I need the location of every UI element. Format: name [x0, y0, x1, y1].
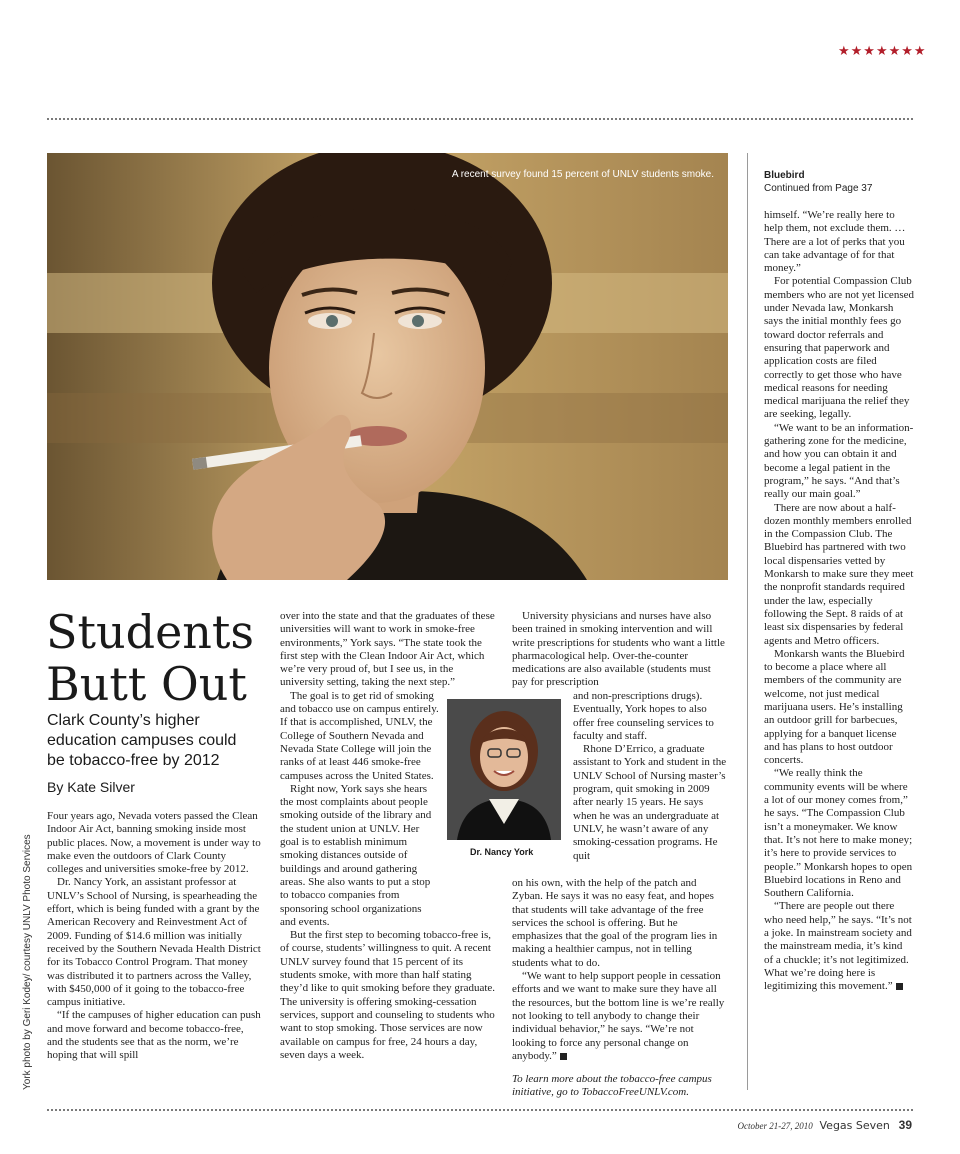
page-number: 39 [898, 1118, 912, 1132]
lead-photo [47, 153, 728, 580]
issue-date: October 21-27, 2010 [737, 1121, 813, 1131]
article-column-3-bottom [512, 877, 728, 1100]
paragraph: on his own, with the help of the patch and Zyban. He says it was no easy feat, and hopes that students will take advantage of the free services the school is offering. But he emphasizes that the goal of the program lies in making a healthier campus, not in telling students what to do. [512, 877, 718, 969]
end-of-story-mark-icon [560, 1053, 567, 1060]
paragraph: University physicians and nurses have also been trained in smoking intervention and will write prescriptions for students who want a little pharmacological help. Over-the-counter medications are also available (students must pay for prescription [512, 610, 725, 689]
paragraph: “We want to be an information-gathering zone for the medicine, and how you can obtain it and become a legal patient in the program,” he says. “And that’s really our main goal.” [764, 421, 914, 501]
sidebar-continued-line: Continued from Page 37 [764, 183, 873, 194]
headline-line-2: Butt Out [46, 657, 247, 711]
paragraph: himself. “We’re really here to help them, not exclude them. … There are a lot of perks that you can take advantage of for that money.” [764, 209, 906, 275]
inset-caption: Dr. Nancy York [470, 847, 534, 857]
article-column-3-top [512, 610, 728, 690]
photo-credit: York photo by Geri Kodey/ courtesy UNLV Photo Services [22, 834, 33, 1090]
header-stars: ★★★★★★★ [838, 44, 927, 59]
paragraph: Monkarsh wants the Bluebird to become a place where all members of the community are welcome, not just medical marijuana users. He’s installing an outdoor grill for barbecues, applying for a banquet license and has plans to host outdoor concerts. [764, 647, 905, 767]
paragraph: over into the state and that the graduates of these universities will want to work in smoke-free environments,” York says. “The state took the first step with the Clean Indoor Air Act, which we’re very proud of, but I see us, in the university setting, taking the next step.” [280, 610, 495, 689]
paragraph: and non-prescriptions drugs). Eventually, York hopes to also offer free counseling services to faculty and staff. [573, 690, 714, 742]
photo-caption: A recent survey found 15 percent of UNLV students smoke. [451, 169, 714, 180]
paragraph-text: “There are people out there who need help,” he says. “It’s not a joke. In mainstream society and the mainstream media, it’s kind of a chuckle; it’s not legitimized. What we’re doing here is legitimizing this movement.” [764, 900, 912, 993]
article-column-1 [47, 810, 261, 1063]
bottom-divider [47, 1109, 913, 1111]
end-of-story-mark-icon [896, 983, 903, 990]
sidebar-column [764, 209, 914, 994]
magazine-name: Vegas Seven [819, 1119, 890, 1132]
more-info-note: To learn more about the tobacco-free campus initiative, go to TobaccoFreeUNLV.com. [512, 1073, 712, 1099]
paragraph: Four years ago, Nevada voters passed the Clean Indoor Air Act, banning smoking inside most public places. Now, a movement is under way to make even the outdoors of Clark County colleges and universities smoke-free by 2012. [47, 810, 261, 876]
headline [46, 606, 254, 710]
sidebar-title: Bluebird [764, 170, 805, 181]
paragraph: “If the campuses of higher education can push and move forward and become tobacco-free, and the students see that as the norm, we’re hoping that will spill [47, 1009, 261, 1062]
paragraph [512, 970, 728, 1063]
paragraph [764, 900, 914, 993]
article-column-3-wrap [573, 690, 728, 863]
inset-portrait [447, 699, 561, 840]
paragraph: Rhone D’Errico, a graduate assistant to York and student in the UNLV School of Nursing master’s program, quit smoking in 2009 after nearly 15 years. He says when he was an undergraduate at UNLV, he wasn’t aware of any smoking-cessation programs. He quit [573, 743, 727, 862]
paragraph: For potential Compassion Club members who are not yet licensed under Nevada law, Monkarsh says the initial monthly fees go toward doctor referrals and ensuring that paperwork and application costs are filed correctly to get those who have medical reasons for needing medical marijuana the relief they are seeking, legally. [764, 275, 914, 421]
paragraph: There are now about a half-dozen monthly members enrolled in the Compassion Club. The Bluebird has partnered with two local dispensaries vetted by Monkarsh to make sure they meet the nonprofit standards required under the law, especially following the Sept. 8 raids of at least six dispensaries by federal agents and Metro officers. [764, 501, 914, 647]
headline-line-1: Students [46, 605, 255, 659]
portrait-illustration [447, 699, 561, 840]
top-divider [47, 118, 913, 120]
folio [738, 1118, 913, 1132]
paragraph-text: “We want to help support people in cessation efforts and we want to make sure they have all the resources, but the bottom line is we’re really not looking to tell anybody to change their individual behavior,” he says. “We’re not looking to force any personal change on anybody.” [512, 970, 725, 1062]
lead-photo-illustration [47, 153, 728, 580]
paragraph: The goal is to get rid of smoking and tobacco use on campus entirely. If that is accomplished, UNLV, the College of Southern Nevada and Nevada State College will join the ranks of at least 446 smoke-free campuses across the United States. [280, 689, 439, 782]
column-divider [747, 153, 748, 1090]
deck: Clark County’s higher education campuses could be tobacco-free by 2012 [47, 712, 237, 769]
byline: By Kate Silver [47, 779, 135, 795]
paragraph: “We really think the community events will be where a lot of our money comes from,” he says. “The Compassion Club isn’t a moneymaker. We know that. It’s not here to make money; it’s here to provide services to people.” Monkarsh hopes to open Bluebird locations in Reno and Southern California. [764, 767, 913, 900]
paragraph: Right now, York says she hears the most complaints about people smoking outside of the library and the student union at UNLV. Her goal is to establish minimum smoking distances outside of buildings and around gathering areas. She also wants to put a stop to tobacco companies from sponsoring school organizations and events. [280, 782, 432, 928]
paragraph: Dr. Nancy York, an assistant professor at UNLV’s School of Nursing, is spearheading the effort, which is being funded with a grant by the American Recovery and Reinvestment Act of 2009. Funding of $14.6 million was initially received by the Southern Nevada Health District for its Tobacco Control Program. That money was distributed it to partners across the Valley, with $450,000 of it going to the tobacco-free campus initiative. [47, 876, 261, 1009]
paragraph: But the first step to becoming tobacco-free is, of course, students’ willingness to quit. A recent UNLV survey found that 15 percent of its students smoke, with more than half stating they’d like to quit smoking before they graduate. The university is offering smoking-cessation services, support and counseling to students who want to stop smoking. Those services are now available on campus for free, 24 hours a day, seven days a week. [280, 929, 496, 1061]
